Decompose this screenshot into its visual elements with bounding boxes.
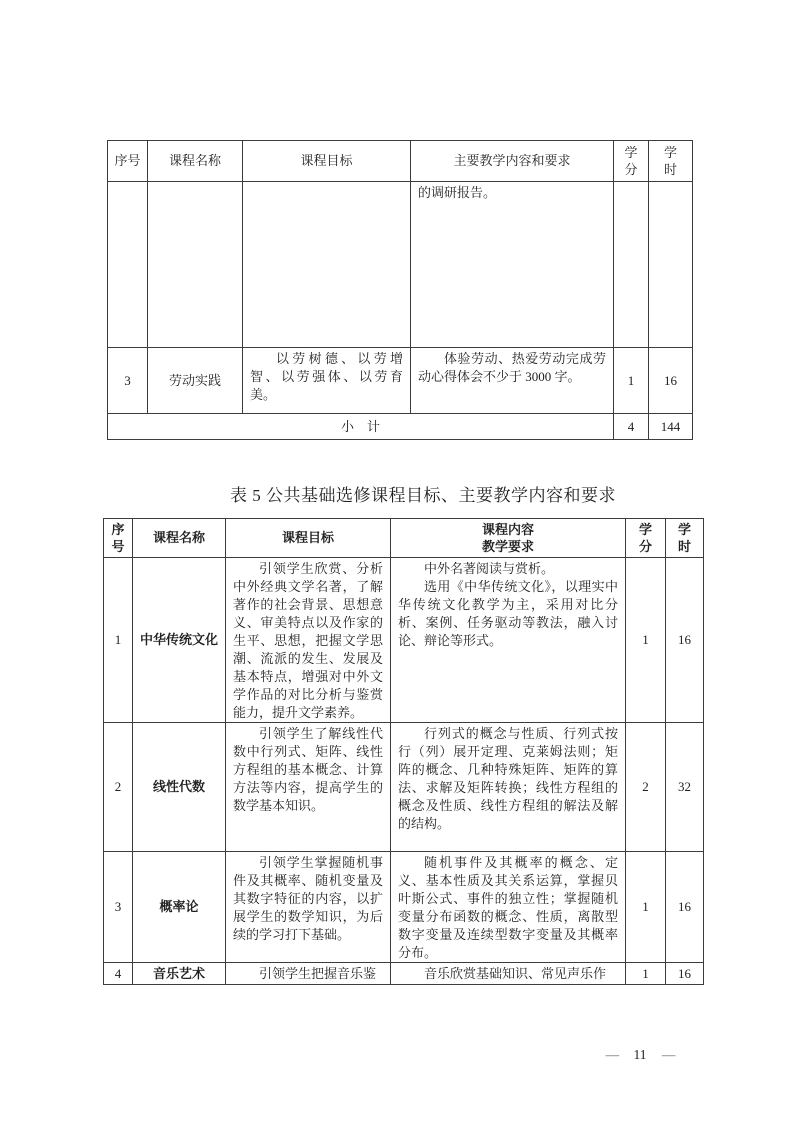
goal-text: 引领学生欣赏、分析中外经典文学名著，了解著作的社会背景、思想意义、审美特点以及作家的生平、思想，把握文学思潮、流派的发生、发展及基本特点，增强对中外文学作品的对比分析与鉴赏能力，提升文学素养。: [233, 561, 383, 720]
subtotal-credit-cell: [614, 414, 649, 440]
cell-goal: [226, 852, 391, 963]
header-label: 学分: [624, 145, 638, 177]
content-text: 体验劳动、热爱劳动完成劳动心得体会不少于 3000 字。: [418, 351, 606, 384]
content-paragraph: 音乐欣赏基础知识、常见声乐作: [424, 966, 607, 981]
cell-content: [391, 723, 626, 852]
subtotal-label: 小 计: [340, 418, 380, 434]
row-number: 3: [124, 372, 131, 388]
subtotal-hours-cell: [649, 414, 693, 440]
header-label-line1: 课程内容: [481, 522, 534, 537]
cell-no: [104, 558, 133, 723]
table4-courses: [107, 140, 693, 440]
table5-title: 表 5 公共基础选修课程目标、主要教学内容和要求: [230, 486, 616, 505]
goal-text: 以劳树德、以劳增智、以劳强体、以劳育美。: [250, 351, 403, 402]
table4-header-goal: [243, 141, 411, 182]
row-number: 4: [114, 965, 122, 981]
row-number: 3: [114, 899, 122, 914]
hours-value: 16: [678, 965, 691, 981]
table5-header-credit: [626, 519, 666, 558]
cell-content: [411, 348, 614, 414]
table5-header-name: [133, 519, 226, 558]
cell-credit: [614, 348, 649, 414]
table5-header-content: [391, 519, 626, 558]
hours-value: 16: [678, 632, 691, 647]
goal-text: 引领学生掌握随机事件及其概率、随机变量及其数字特征的内容，以扩展学生的数学知识，为后续的学习打下基础。: [233, 855, 383, 942]
empty-cell: [148, 182, 243, 348]
cell-hours: [666, 852, 704, 963]
page-footer: [585, 1047, 695, 1063]
empty-cell: [243, 182, 411, 348]
header-label: 课程名称: [152, 530, 205, 545]
cell-no: [108, 348, 148, 414]
header-label: 学分: [638, 522, 652, 554]
cell-course-name: [133, 558, 226, 723]
table4-header-hours: [649, 141, 693, 182]
cell-course-name: [148, 348, 243, 414]
empty-cell: [614, 182, 649, 348]
header-label: 课程名称: [168, 153, 221, 168]
cell-content: [391, 963, 626, 985]
credit-value: 1: [642, 632, 649, 647]
goal-text: 引领学生把握音乐鉴: [259, 966, 377, 981]
content-paragraph: 中外名著阅读与赏析。: [424, 561, 555, 576]
table4-header-no: [108, 141, 148, 182]
content-paragraph: 随机事件及其概率的概念、定义、基本性质及其关系运算，掌握贝叶斯公式、事件的独立性；掌握随机变量分布函数的概念、性质，离散型数字变量及连续型数字变量及其概率分布。: [398, 855, 618, 960]
cell-no: [104, 852, 133, 963]
cell-credit: [626, 723, 666, 852]
header-label: 学时: [677, 522, 691, 554]
cell-hours: [666, 723, 704, 852]
credit-value: 1: [642, 965, 649, 981]
cell-content: [391, 558, 626, 723]
footer-dash-right: —: [661, 1047, 675, 1062]
table4-header-content: [411, 141, 614, 182]
subtotal-hours: 144: [660, 418, 681, 434]
cell-course-name: [133, 963, 226, 985]
goal-text: 引领学生了解线性代数中行列式、矩阵、线性方程组的基本概念、计算方法等内容，提高学生的数学基本知识。: [233, 726, 383, 813]
cell-course-name: [133, 723, 226, 852]
cell-credit: [626, 558, 666, 723]
header-label: 课程目标: [281, 530, 334, 545]
cell-course-name: [133, 852, 226, 963]
course-name: 中华传统文化: [139, 632, 218, 647]
cell-no: [104, 723, 133, 852]
course-name: 线性代数: [152, 779, 205, 794]
content-paragraph: 选用《中华传统文化》，以理实中华传统文化教学为主，采用对比分析、案例、任务驱动等教法，融入讨论、辩论等形式。: [398, 579, 618, 648]
page-number: 11: [633, 1047, 647, 1062]
carryover-content-cell: [411, 182, 614, 348]
subtotal-credit: 4: [627, 418, 635, 434]
cell-hours: [649, 348, 693, 414]
row-number: 1: [114, 632, 122, 647]
credit-value: 1: [627, 372, 635, 388]
hours-value: 16: [664, 372, 677, 388]
cell-hours: [666, 558, 704, 723]
header-label: 序号: [111, 522, 125, 554]
row-number: 2: [114, 779, 122, 794]
header-label: 学时: [663, 145, 677, 177]
cell-no: [104, 963, 133, 985]
table5-header-row: [104, 519, 704, 558]
table5-row-probability: [104, 852, 704, 963]
course-name: 概率论: [159, 899, 199, 914]
cell-content: [391, 852, 626, 963]
table4-header-row: [108, 141, 693, 182]
hours-value: 16: [678, 899, 691, 914]
table5-header-no: [104, 519, 133, 558]
header-label-line2: 教学要求: [481, 539, 534, 554]
hours-value: 32: [678, 779, 691, 794]
empty-cell: [649, 182, 693, 348]
table4-header-credit: [614, 141, 649, 182]
table5-row-traditional-culture: [104, 558, 704, 723]
table4-row-labor: [108, 348, 693, 414]
subtotal-label-cell: [108, 414, 614, 440]
table5-row-music-art: [104, 963, 704, 985]
header-label: 序号: [114, 153, 141, 168]
table5-header-hours: [666, 519, 704, 558]
cell-goal: [226, 723, 391, 852]
course-name: 劳动实践: [168, 372, 221, 388]
footer-dash-left: —: [605, 1047, 619, 1062]
table5-row-linear-algebra: [104, 723, 704, 852]
table4-subtotal-row: [108, 414, 693, 440]
cell-goal: [226, 963, 391, 985]
table4-header-name: [148, 141, 243, 182]
cell-goal: [243, 348, 411, 414]
course-name: 音乐艺术: [152, 965, 205, 981]
cell-hours: [666, 963, 704, 985]
cell-credit: [626, 963, 666, 985]
header-label: 课程目标: [300, 153, 353, 168]
cell-credit: [626, 852, 666, 963]
table5-header-goal: [226, 519, 391, 558]
credit-value: 2: [642, 779, 649, 794]
table5-elective-courses: [103, 518, 704, 985]
carryover-text: 的调研报告。: [418, 185, 497, 200]
table4-carryover-row: [108, 182, 693, 348]
empty-cell: [108, 182, 148, 348]
header-label: 主要教学内容和要求: [453, 153, 571, 168]
content-paragraph: 行列式的概念与性质、行列式按行（列）展开定理、克莱姆法则；矩阵的概念、几种特殊矩阵、矩阵的算法、求解及矩阵转换；线性方程组的概念及性质、线性方程组的解法及解的结构。: [398, 726, 618, 831]
credit-value: 1: [642, 899, 649, 914]
cell-goal: [226, 558, 391, 723]
